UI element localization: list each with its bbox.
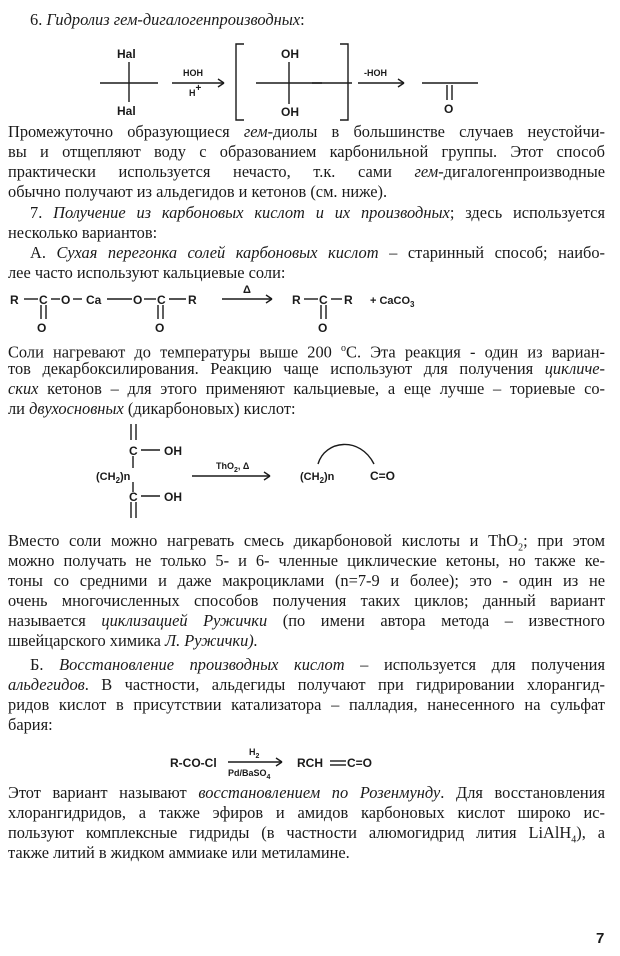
p1-line4: обычно получают из альдегидов и кетонов (см. ниже). (8, 182, 388, 201)
oh-bottom: OH (281, 105, 299, 119)
p3-line2: можно получать не только 5- и 6- членные циклические кетоны, но также ке- (8, 551, 605, 570)
svg-text:R: R (344, 293, 353, 307)
svg-text:O: O (61, 293, 71, 307)
svg-text:H2: $H_2$ (249, 747, 260, 760)
p4-line2: хлорангидридов, а также эфиров и амидов карбоновых кислот широко ис- (8, 803, 605, 822)
svg-text:OH: OH (164, 490, 182, 504)
svg-text:Δ: Δ (243, 284, 251, 296)
pb-line1: Б. Восстановление производных кислот – используется для получения (30, 655, 605, 674)
svg-text:Pd/BaSO4: Pd/BaSO$_4$ (228, 768, 271, 781)
pa-line1: А. Сухая перегонка солей карбоновых кислот – старинный способ; наибо- (30, 243, 605, 262)
svg-text:C=O: C=O (370, 469, 396, 483)
p2-line3: ских кетонов – для этого применяют кальциевые, а еще лучше – ториевые со- (8, 379, 605, 398)
svg-text:O: O (318, 321, 328, 335)
carbonyl-o: O (444, 102, 454, 116)
hal-bottom: Hal (117, 104, 136, 118)
svg-text:Ca: Ca (86, 293, 102, 307)
svg-text:C: C (129, 490, 138, 504)
svg-text:O: O (155, 321, 165, 335)
p3-line6: швейцарского химика Л. Ружички). (8, 631, 258, 650)
p2-line4: ли двухосновных (дикарбоновых) кислот: (8, 399, 296, 418)
p1-line2: вы и отщепляют воду с образованием карбонильной группы. Этот способ (8, 142, 605, 161)
p2-line2: тов декарбоксилирования. Реакцию чаще используют для получения цикличе- (8, 359, 605, 378)
p3-line1: Вместо соли можно нагревать смесь дикарбоновой кислоты и ThO$_2$; при этом (8, 531, 605, 554)
p2-line1: Соли нагревают до температуры выше 200 $^o$С. Эта реакция - один из вариан- (8, 342, 605, 362)
svg-text:C: C (157, 293, 166, 307)
section-7-line1: 7. Получение из карбоновых кислот и их производных; здесь используется (30, 203, 605, 222)
section-7-line2: несколько вариантов: (8, 223, 158, 242)
p3-line5: называется циклизацией Ружички (по имени автора метода – известного (8, 611, 605, 630)
svg-text:R: R (292, 293, 301, 307)
pb-line4: бария: (8, 715, 53, 734)
hal-top: Hal (117, 47, 136, 61)
svg-text:+ CaCO3: + CaCO$_3$ (370, 295, 415, 309)
oh-top: OH (281, 47, 299, 61)
p4-line4: также литий в жидком аммиаке или метиламине. (8, 843, 350, 862)
svg-text:C: C (129, 444, 138, 458)
pa-line2: лее часто используют кальциевые соли: (8, 263, 286, 282)
pb-line3: ридов кислот в присутствии катализатора – палладия, нанесенного на сульфат (8, 695, 605, 714)
svg-text:R: R (188, 293, 197, 307)
p1-line3: практически используется нечасто, т.к. сами гем-дигалогенпроизводные (8, 162, 605, 181)
reaction-ruzicka (0, 418, 620, 528)
svg-text:(CH2)n: $(CH_2)n$ (96, 471, 131, 485)
h-plus-label: H+ (189, 83, 202, 98)
p3-line4: очень многочисленных способов получения таких циклов; данный вариант (8, 591, 605, 610)
svg-text:O: O (133, 293, 143, 307)
svg-text:RCH: RCH (297, 756, 323, 770)
svg-text:O: O (37, 321, 47, 335)
svg-text:R: R (10, 293, 19, 307)
svg-text:ThO2, Δ: ThO$_2$, Δ (216, 461, 250, 474)
reaction-rosenmund (0, 740, 620, 780)
reaction-calcium-salt (0, 282, 620, 342)
svg-text:OH: OH (164, 444, 182, 458)
svg-text:C: C (319, 293, 328, 307)
svg-text:C=O: C=O (347, 756, 373, 770)
hoh-label: HOH (183, 68, 203, 78)
page-number: 7 (596, 930, 605, 947)
p4-line1: Этот вариант называют восстановлением по Розенмунду. Для восстановления (8, 783, 606, 802)
p1-line1: Промежуточно образующиеся гем-диолы в большинстве случаев неустойчи- (8, 122, 605, 141)
svg-text:(CH2)n: $(CH_2)n$ (300, 471, 335, 485)
svg-text:R-CO-Cl: R-CO-Cl (170, 756, 217, 770)
p3-line3: тоны со средними и даже макроциклами (n=7-9 и более); это - один из не (8, 571, 605, 590)
minus-hoh-label: -HOH (364, 68, 387, 78)
p4-line3: пользуют комплексные гидриды (в частности алюмогидрид лития LiAlH$_4$), а (8, 823, 605, 846)
svg-text:C: C (39, 293, 48, 307)
pb-line2: альдегидов. В частности, альдегиды получают при гидрировании хлорангид- (8, 675, 605, 694)
section-6-heading: 6. Гидролиз гем-дигалогенпроизводных: (30, 10, 305, 29)
